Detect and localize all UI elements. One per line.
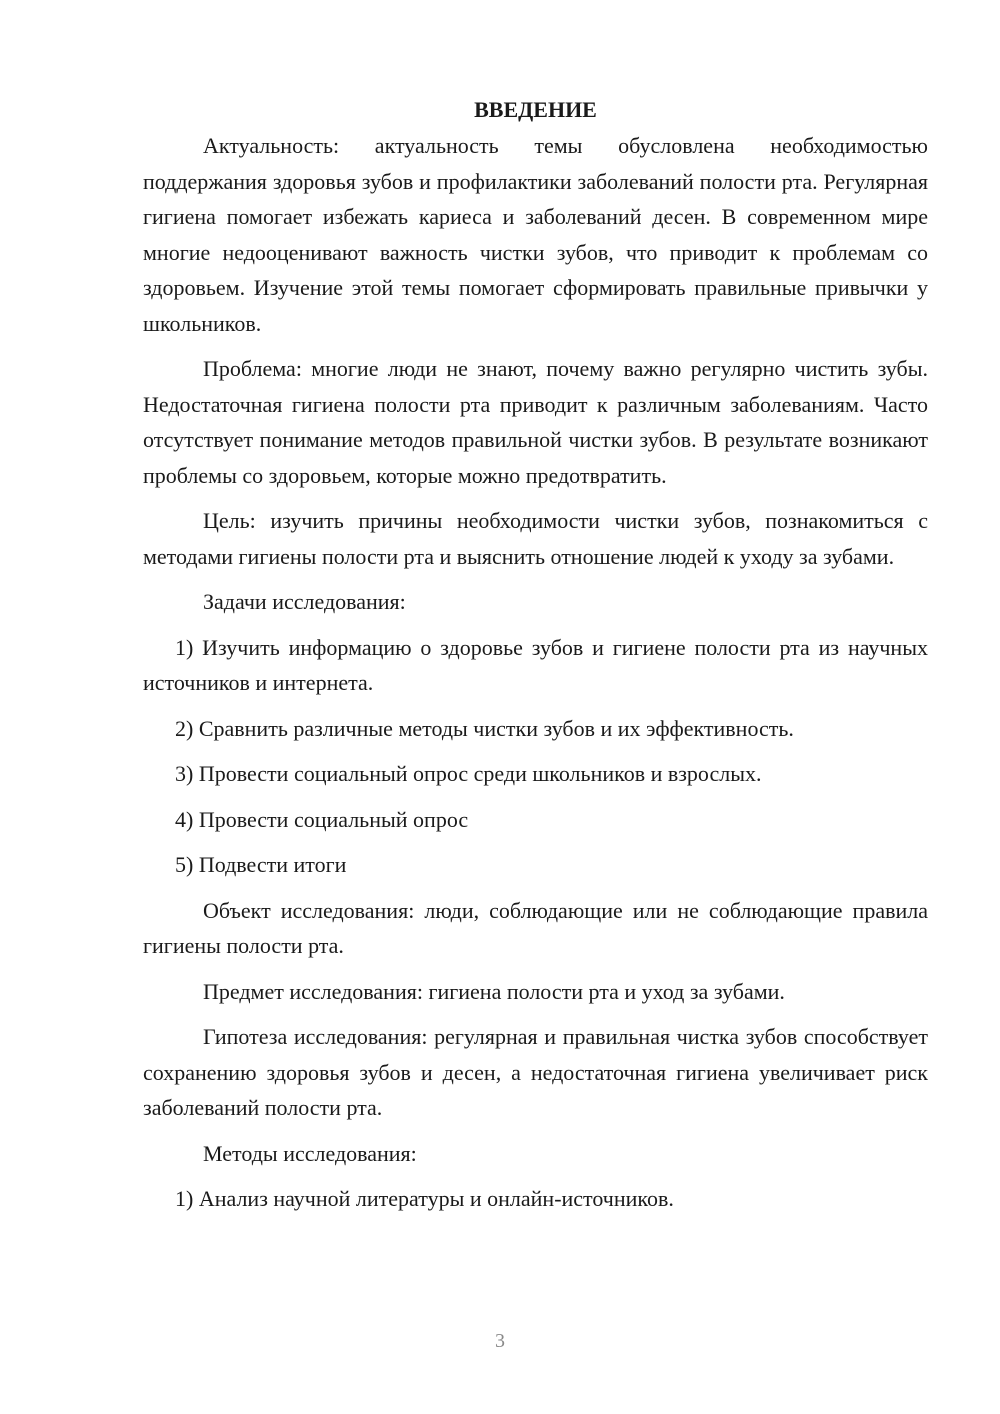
section-heading: ВВЕДЕНИЕ	[474, 97, 597, 122]
hypothesis-paragraph: Гипотеза исследования: регулярная и правильная чистка зубов способствует сохранению здоровья зубов и десен, а недостаточная гигиена увеличивает риск заболеваний полости рта.	[143, 1024, 928, 1120]
task-item-2: 2) Сравнить различные методы чистки зубов и их эффективность.	[175, 715, 794, 741]
methods-heading: Методы исследования:	[203, 1140, 417, 1166]
task-item-4: 4) Провести социальный опрос	[175, 806, 469, 832]
method-item-1: 1) Анализ научной литературы и онлайн-источников.	[175, 1186, 674, 1211]
goal-paragraph: Цель: изучить причины необходимости чистки зубов, познакомиться с методами гигиены полости рта и выяснить отношение людей к уходу за зубами.	[143, 508, 928, 569]
task-item-3: 3) Провести социальный опрос среди школьников и взрослых.	[175, 761, 762, 786]
relevance-paragraph: Актуальность: актуальность темы обусловлена необходимостью поддержания здоровья зубов и профилактики заболеваний полости рта. Регулярная гигиена помогает избежать кариеса и заболеваний десен. В современном мире многие недооценивают важность чистки зубов, что приводит к проблемам со здоровьем. Изучение этой темы помогает сформировать правильные привычки у школьников.	[143, 133, 928, 336]
tasks-heading: Задачи исследования:	[203, 589, 406, 614]
problem-paragraph: Проблема: многие люди не знают, почему важно регулярно чистить зубы. Недостаточная гигиена полости рта приводит к различным заболеваниям. Часто отсутствует понимание методов правильной чистки зубов. В результате возникают проблемы со здоровьем, которые можно предотвратить.	[143, 356, 928, 488]
task-item-1: 1) Изучить информацию о здоровье зубов и гигиене полости рта из научных источников и интернета.	[143, 634, 928, 695]
page-number: 3	[495, 1330, 505, 1352]
task-item-5: 5) Подвести итоги	[175, 852, 347, 877]
subject-paragraph: Предмет исследования: гигиена полости рта и уход за зубами.	[203, 978, 785, 1004]
object-paragraph: Объект исследования: люди, соблюдающие или не соблюдающие правила гигиены полости рта.	[143, 897, 928, 958]
page-body	[143, 94, 928, 1227]
